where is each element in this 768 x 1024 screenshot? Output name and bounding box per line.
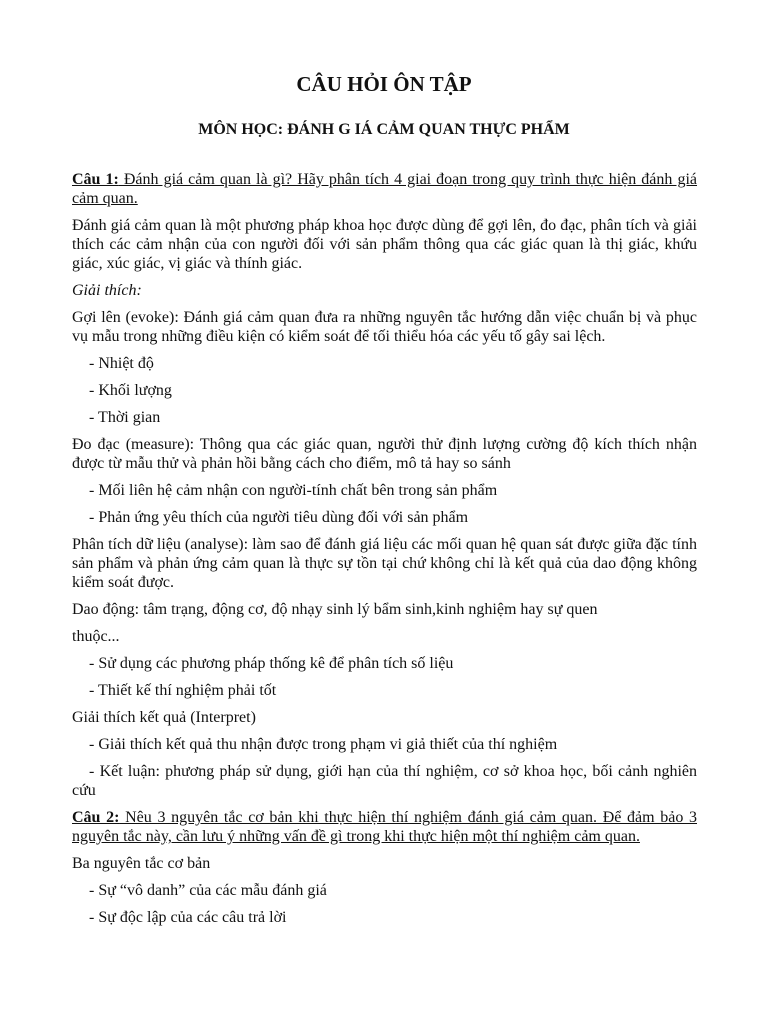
list-item: - Khối lượng [89,382,172,399]
list-item: - Phản ứng yêu thích của người tiêu dùng đối với sản phẩm [89,509,469,526]
list-item: - Nhiệt độ [89,355,154,372]
question-2-text: Nêu 3 nguyên tắc cơ bản khi thực hiện thí nghiệm đánh giá cảm quan. Để đảm bảo 3 nguyên tắc này, cần lưu ý những vấn đề gì trong khi thực hiện một thí nghiệm cảm quan. [72,809,697,845]
list-item: - Mối liên hệ cảm nhận con người-tính chất bên trong sản phẩm [89,482,498,499]
principles-heading: Ba nguyên tắc cơ bản [72,855,211,872]
variation-line-1: Dao động: tâm trạng, động cơ, độ nhạy sinh lý bẩm sinh,kinh nghiệm hay sự quen [72,601,598,618]
list-item: - Sử dụng các phương pháp thống kê để phân tích số liệu [89,655,454,672]
document-body [72,170,697,935]
definition-paragraph: Đánh giá cảm quan là một phương pháp khoa học được dùng để gợi lên, đo đạc, phân tích và giải thích các cảm nhận của con người đối với sản phẩm thông qua các giác quan là thị giác, khứu giác, xúc giác, vị giác và thính giác. [72,217,697,272]
list-item: - Sự “vô danh” của các mẫu đánh giá [89,882,327,899]
question-2-label: Câu 2: [72,809,120,826]
list-item: - Thiết kế thí nghiệm phải tốt [89,682,277,699]
list-item: - Thời gian [89,409,161,426]
evoke-paragraph: Gợi lên (evoke): Đánh giá cảm quan đưa ra những nguyên tắc hướng dẫn việc chuẩn bị và phục vụ mẫu trong những điều kiện có kiểm soát để tối thiểu hóa các yếu tố gây sai lệch. [72,309,697,345]
list-item: - Giải thích kết quả thu nhận được trong phạm vi giả thiết của thí nghiệm [89,736,558,753]
course-subtitle: MÔN HỌC: ĐÁNH G IÁ CẢM QUAN THỰC PHẨM [198,121,570,138]
analyse-paragraph: Phân tích dữ liệu (analyse): làm sao để đánh giá liệu các mối quan hệ quan sát được giữa đặc tính sản phẩm và phản ứng cảm quan là thực sự tồn tại chứ không chỉ là kết quả của dao động không kiểm soát được. [72,536,697,591]
list-item: - Sự độc lập của các câu trả lời [89,909,287,926]
question-1-label: Câu 1: [72,171,119,188]
question-2 [72,808,697,846]
question-1 [72,170,697,208]
variation-line-2: thuộc... [72,628,120,645]
document-title: CÂU HỎI ÔN TẬP [296,72,472,96]
explanation-heading: Giải thích: [72,282,142,299]
list-item [72,762,697,800]
question-1-text: Đánh giá cảm quan là gì? Hãy phân tích 4 giai đoạn trong quy trình thực hiện đánh giá cảm quan. [72,171,698,207]
list-item-text: - Kết luận: phương pháp sử dụng, giới hạn của thí nghiệm, cơ sở khoa học, bối cảnh nghiên cứu [72,763,697,799]
interpret-heading: Giải thích kết quả (Interpret) [72,709,256,726]
measure-paragraph: Đo đạc (measure): Thông qua các giác quan, người thử định lượng cường độ kích thích nhận được từ mẫu thử và phản hồi bằng cách cho điểm, mô tả hay so sánh [72,436,697,472]
